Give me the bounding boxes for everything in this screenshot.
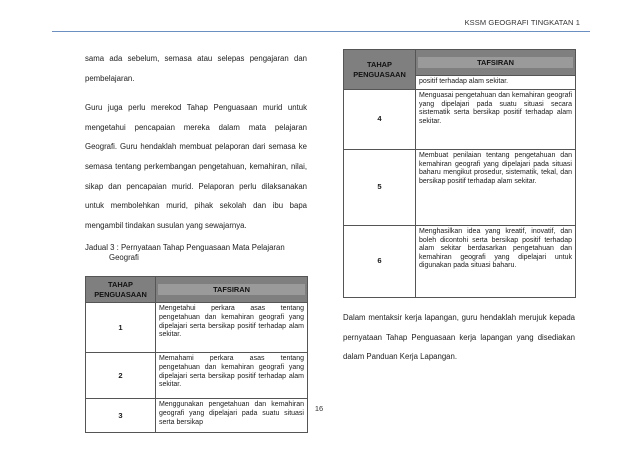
level-cell: 4 [344,90,416,150]
page-number: 16 [314,404,324,413]
desc-cell: Mengetahui perkara asas tentang pengetahuan dan kemahiran geografi yang dipelajari serta bersikap positif terhadap alam sekitar. [156,303,308,353]
desc-cell: Membuat penilaian tentang pengetahuan dan kemahiran geografi yang dipelajari pada situasi baharu mengikut prosedur, sistematik, tekal, dan bersikap positif terhadap alam sekitar. [416,150,576,226]
header-level-label: TAHAP PENGUASAAN [353,59,406,79]
desc-cell: Menghasilkan idea yang kreatif, inovatif, dan boleh dicontohi serta bersikap positif terhadap alam sekitar berdasarkan pengetahuan dan kemahiran geografi yang dipelajari untuk digunakan pada situasi baharu. [416,226,576,298]
level-cell: 6 [344,226,416,298]
header-rule [52,31,590,32]
table-caption-line2: Geografi [109,253,139,263]
header-level [344,50,416,90]
left-column [85,49,307,433]
table-caption-line1: Jadual 3 : Pernyataan Tahap Penguasaan Mata Pelajaran [85,243,285,253]
level-cell: 5 [344,150,416,226]
desc-cell: Memahami perkara asas tentang pengetahuan dan kemahiran geografi yang dipelajari serta bersikap positif terhadap alam sekitar. [156,353,308,399]
header-desc [416,50,576,76]
header-desc-label: TAFSIRAN [418,57,573,68]
mastery-table-part2 [343,49,576,298]
table-row [344,226,576,298]
right-column [343,49,575,367]
paragraph-intro: sama ada sebelum, semasa atau selepas pengajaran dan pembelajaran. [85,54,307,83]
level-cell: 3 [86,399,156,433]
table-row [344,90,576,150]
table-row [344,150,576,226]
level-cell: 1 [86,303,156,353]
level-cell: 2 [86,353,156,399]
paragraph-reporting: Guru juga perlu merekod Tahap Penguasaan murid untuk mengetahui pencapaian mereka dalam mata pelajaran Geografi. Guru hendaklah membuat pelaporan dari semasa ke semasa tentang perkembangan pengetahuan, kemahiran, nilai, sikap dan pencapaian murid. Pelaporan perlu dilaksanakan untuk membolehkan murid, pihak sekolah dan ibu bapa mengambil tindakan susulan yang sewajarnya. [85,103,307,230]
desc-cell: Menggunakan pengetahuan dan kemahiran geografi yang dipelajari pada suatu situasi serta bersikap [156,399,308,433]
desc-cell: Menguasai pengetahuan dan kemahiran geografi yang dipelajari pada suatu situasi secara sistematik serta bersikap positif terhadap alam sekitar. [416,90,576,150]
header-title: KSSM GEOGRAFI TINGKATAN 1 [464,18,580,27]
table-row [86,303,308,353]
desc-cell-continued: positif terhadap alam sekitar. [416,76,576,90]
header-desc-label: TAFSIRAN [158,284,305,295]
table-row [86,353,308,399]
header-desc [156,277,308,303]
header-level [86,277,156,303]
paragraph-fieldwork: Dalam mentaksir kerja lapangan, guru hendaklah merujuk kepada pernyataan Tahap Penguasaan kerja lapangan yang disediakan dalam Panduan Kerja Lapangan. [343,313,575,362]
page-header [0,0,638,42]
header-level-label: TAHAP PENGUASAAN [94,279,147,299]
table-caption [85,243,307,263]
